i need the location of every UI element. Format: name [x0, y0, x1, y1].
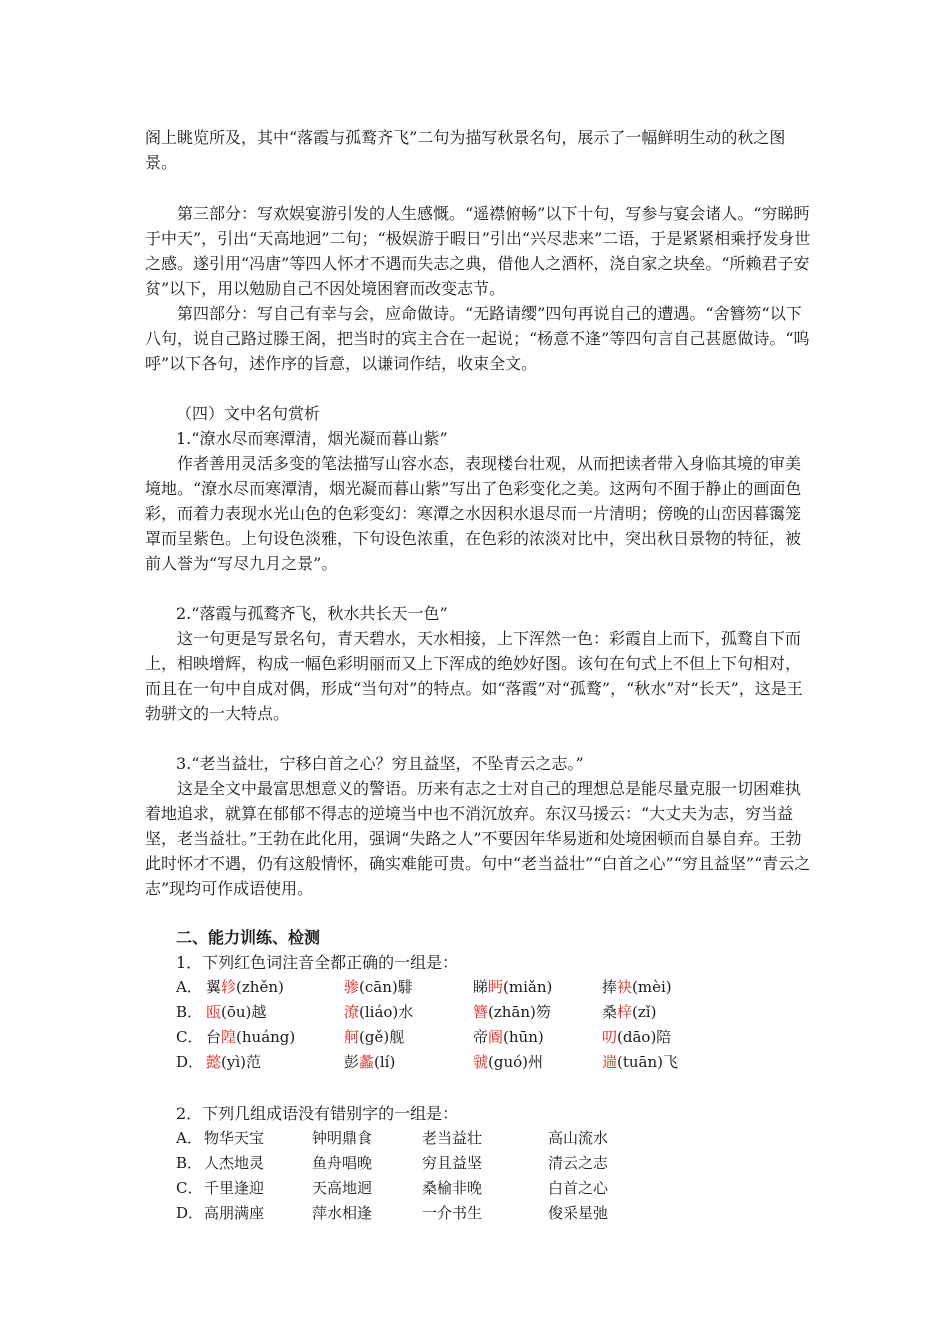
idiom-item: 千里逢迎 — [204, 1179, 265, 1197]
idiom-item: 人杰地灵 — [204, 1154, 265, 1172]
idiom-item: 物华天宝 — [204, 1129, 265, 1147]
highlighted-char: 骖 — [344, 978, 360, 996]
highlighted-char: 袂 — [617, 978, 633, 996]
idiom-item: 钟明鼎食 — [312, 1129, 373, 1147]
highlighted-char: 潦 — [344, 1003, 360, 1021]
highlighted-char: 蠡 — [359, 1053, 375, 1071]
idiom-item: 老当益壮 — [422, 1129, 483, 1147]
option-term: 睇眄(miǎn) — [473, 978, 553, 996]
quote-1-body: 作者善用灵活多变的笔法描写山容水态，表现楼台壮观，从而把读者带入身临其境的审美境地。“潦水尽而寒潭清，烟光凝而暮山紫”写出了色彩变化之美。这两句不囿于静止的画面色彩，而着力表现水光山色的色彩变幻：寒潭之水因积水退尽而一片清明；傍晚的山峦因暮霭笼罩而呈紫色。上句设色淡雅，下句设色浓重，在色彩的浓淡对比中，突出秋日景物的特征，被前人誉为“写尽九月之景”。 — [145, 454, 802, 573]
highlighted-char: 瓯 — [206, 1003, 222, 1021]
option-label: C． — [176, 1028, 203, 1046]
highlighted-char: 舸 — [344, 1028, 360, 1046]
option-term: 簪(zhān)笏 — [473, 1003, 551, 1021]
idiom-item: 萍水相逢 — [312, 1204, 373, 1222]
option-term: 懿(yì)范 — [206, 1053, 261, 1071]
idiom-item: 清云之志 — [548, 1154, 609, 1172]
idiom-item: 高山流水 — [548, 1129, 609, 1147]
highlighted-char: 阍 — [488, 1028, 504, 1046]
idiom-item: 俊采星弛 — [548, 1204, 609, 1222]
idiom-item: 桑榆非晚 — [422, 1179, 483, 1197]
option-term: 桑梓(zǐ) — [602, 1003, 657, 1021]
option-label: D． — [176, 1204, 204, 1222]
quote-3-body: 这是全文中最富思想意义的警语。历来有志之士对自己的理想总是能尽量克服一切困难执着地追求，就算在郁郁不得志的逆境当中也不消沉放弃。东汉马援云：“大丈夫为志，穷当益坚，老当益壮。”王勃在此化用，强调“失路之人”不要因年华易逝和处境困顿而自暴自弃。王勃此时怀才不遇，仍有这般情怀，确实难能可贵。句中“老当益壮”“白首之心”“穷且益坚”“青云之志”现均可作成语使用。 — [145, 779, 811, 898]
paragraph-intro-end: 阁上眺览所及，其中“落霞与孤鹜齐飞”二句为描写秋景名句，展示了一幅鲜明生动的秋之图景。 — [145, 128, 786, 172]
option-term: 潦(liáo)水 — [344, 1003, 414, 1021]
option-term: 虢(guó)州 — [473, 1053, 544, 1071]
section-heading-appreciation: （四）文中名句赏析 — [176, 404, 321, 423]
option-term: 翼轸(zhěn) — [206, 978, 284, 996]
option-label: A． — [176, 978, 202, 996]
highlighted-char: 叨 — [602, 1028, 618, 1046]
option-label: A． — [176, 1129, 202, 1147]
highlighted-char: 遄 — [602, 1053, 618, 1071]
question-2-prompt: 2．下列几组成语没有错别字的一组是： — [176, 1104, 459, 1123]
idiom-item: 白首之心 — [548, 1179, 609, 1197]
highlighted-char: 眄 — [488, 978, 504, 996]
highlighted-char: 梓 — [617, 1003, 633, 1021]
option-term: 舸(gě)舰 — [344, 1028, 405, 1046]
idiom-item: 高朋满座 — [204, 1204, 265, 1222]
highlighted-char: 隍 — [221, 1028, 237, 1046]
option-term: 捧袂(mèi) — [602, 978, 672, 996]
idiom-item: 鱼舟唱晚 — [312, 1154, 373, 1172]
highlighted-char: 簪 — [473, 1003, 489, 1021]
quote-2-body: 这一句更是写景名句，青天碧水，天水相接，上下浑然一色：彩霞自上而下，孤鹜自下而上，相映增辉，构成一幅色彩明丽而又上下浑成的绝妙好图。该句在句式上不但上下句相对，而且在一句中自成对偶，形成“当句对”的特点。如“落霞”对“孤鹜”，“秋水”对“长天”，这是王勃骈文的一大特点。 — [145, 629, 803, 723]
option-term: 帝阍(hūn) — [473, 1028, 544, 1046]
option-term: 台隍(huáng) — [206, 1028, 296, 1046]
highlighted-char: 轸 — [221, 978, 237, 996]
option-term: 遄(tuān)飞 — [602, 1053, 679, 1071]
question-1-prompt: 1．下列红色词注音全都正确的一组是： — [176, 953, 459, 972]
option-label: B． — [176, 1003, 203, 1021]
idiom-item: 天高地迥 — [312, 1179, 373, 1197]
quote-2-title: 2.“落霞与孤鹜齐飞，秋水共长天一色” — [176, 604, 448, 623]
quote-3-title: 3.“老当益壮，宁移白首之心？穷且益坚，不坠青云之志。” — [176, 754, 584, 773]
option-label: B． — [176, 1154, 203, 1172]
option-term: 彭蠡(lí) — [344, 1053, 396, 1071]
paragraph-part-four: 第四部分：写自己有幸与会，应命做诗。“无路请缨”四句再说自己的遭遇。“舍簪笏“以下八句，说自己路过滕王阁，把当时的宾主合在一起说；“杨意不逢”等四句言自己甚愿做诗。“呜呼”以下各句，述作序的旨意，以谦词作结，收束全文。 — [145, 304, 810, 373]
paragraph-part-three: 第三部分：写欢娱宴游引发的人生感慨。“遥襟俯畅”以下十句，写参与宴会诸人。“穷睇眄于中天”，引出“天高地迥”二句；“极娱游于暇日”引出“兴尽悲来”二语，于是紧紧相乘抒发身世之感。遂引用“冯唐”等四人怀才不遇而失志之典，借他人之酒杯，浇自家之块垒。“所赖君子安贫”以下，用以勉励自己不因处境困窘而改变志节。 — [145, 204, 811, 298]
highlighted-char: 懿 — [206, 1053, 222, 1071]
highlighted-char: 虢 — [473, 1053, 489, 1071]
option-term: 瓯(ōu)越 — [206, 1003, 267, 1021]
option-term: 叨(dāo)陪 — [602, 1028, 672, 1046]
idiom-item: 穷且益坚 — [422, 1154, 483, 1172]
option-label: D． — [176, 1053, 204, 1071]
option-label: C． — [176, 1179, 203, 1197]
section-heading-exercise: 二、能力训练、检测 — [176, 928, 321, 947]
idiom-item: 一介书生 — [422, 1204, 483, 1222]
quote-1-title: 1.“潦水尽而寒潭清，烟光凝而暮山紫” — [176, 429, 448, 448]
option-term: 骖(cān)騑 — [344, 978, 413, 996]
